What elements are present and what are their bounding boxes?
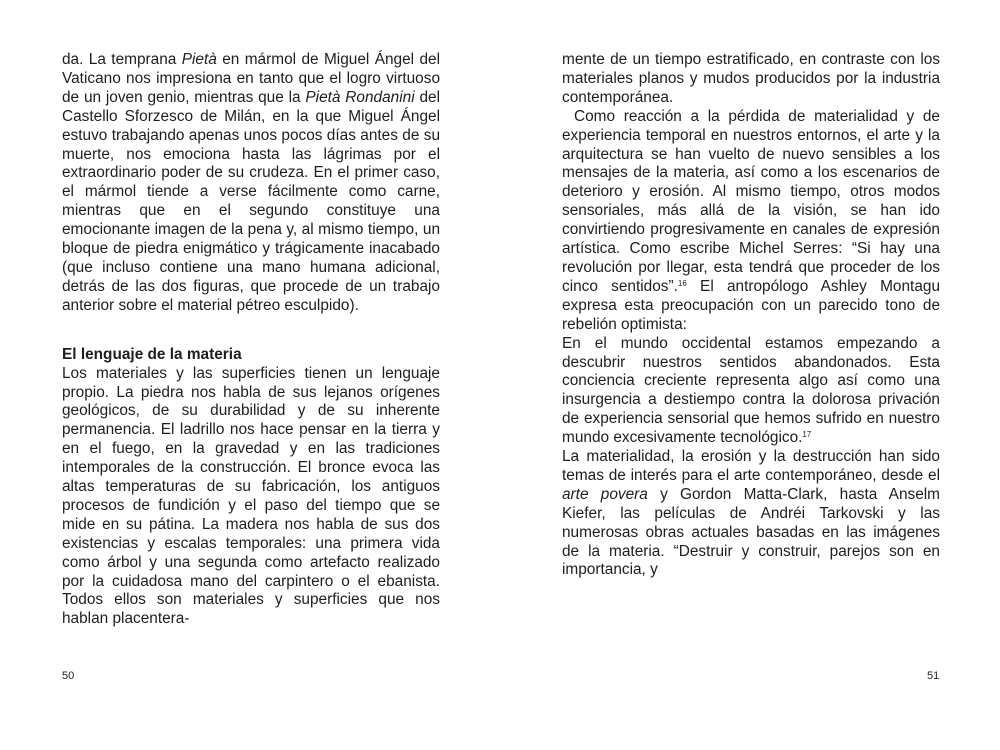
page-number: 50 [62,670,75,682]
text-run: La materialidad, la erosión y la destrucción han sido temas de interés para el arte contemporáneo, desde el [562,448,940,484]
paragraph [562,448,940,580]
paragraph [62,51,440,316]
block-quote [562,335,940,448]
italic-text: Pietà [181,51,217,68]
footnote-ref: 17 [802,430,812,440]
page-number: 51 [927,670,940,682]
left-text-column [62,51,440,629]
paragraph [562,108,940,335]
right-page [500,0,1000,750]
text-run: En el mundo occidental estamos empezando a descubrir nuestros sentidos abandonados. Esta conciencia creciente representa algo así como una insurgencia a destiempo contra la dolorosa privación de experiencia sensorial que hemos sufrido en nuestro mundo excesivamente tecnológico. [562,334,940,447]
text-run: en mármol de Miguel Ángel del Vaticano nos impresiona en tanto que el logro virtuoso de un joven genio, mientras que la [62,51,440,106]
text-run: y Gordon Matta-Clark, hasta Anselm Kiefer, las películas de Andréi Tarkovski y las numerosas obras actuales basadas en las imágenes de la materia. “Destruir y construir, parejos son en importancia, y [562,485,940,579]
right-text-column [562,51,940,580]
text-run: del Castello Sforzesco de Milán, en la que Miguel Ángel estuvo trabajando apenas unos pocos días antes de su muerte, nos emociona hasta las lágrimas por el extraordinario poder de su crudeza. En el primer caso, el mármol tiende a verse fácilmente como carne, mientras que en el segundo constituye una emocionante imagen de la pena y, al mismo tiempo, un bloque de piedra enigmático y trágicamente inacabado (que incluso contiene una mano humana adicional, detrás de las dos figuras, que procede de un trabajo anterior sobre el material pétreo esculpido). [62,88,440,314]
text-run: mente de un tiempo estratificado, en contraste con los materiales planos y mudos producidos por la industria contemporánea. [562,51,940,106]
paragraph [562,51,940,108]
section-heading: El lenguaje de la materia [62,345,242,363]
text-run: Como reacción a la pérdida de materialidad y de experiencia temporal en nuestros entornos, el arte y la arquitectura se han vuelto de nuevo sensibles a los mensajes de la materia, así como a los escenarios de deterioro y erosión. Al mismo tiempo, otros modos sensoriales, más allá de la visión, se han ido convirtiendo progresivamente en canales de expresión artística. Como escribe Michel Serres: “Si hay una revolución por llegar, esta tendrá que proceder de los cinco sentidos”. [562,107,940,295]
footnote-ref: 16 [677,278,687,288]
text-run: da. La temprana [62,51,182,68]
italic-text: arte povera [562,485,648,503]
paragraph [62,365,440,630]
text-run: El antropólogo Ashley Montagu expresa esta preocupación con un parecido tono de rebelión optimista: [562,277,940,333]
italic-text: Pietà Rondanini [305,88,415,106]
text-run: Los materiales y las superficies tienen un lenguaje propio. La piedra nos habla de sus lejanos orígenes geológicos, de su durabilidad y de su inherente permanencia. El ladrillo nos hace pensar en la tierra y en el fuego, en la gravedad y en las tradiciones intemporales de la construcción. El bronce evoca las altas temperaturas de su fabricación, los antiguos procesos de fundición y el paso del tiempo que se mide en su pátina. La madera nos habla de sus dos existencias y escalas temporales: una primera vida como árbol y una segunda como artefacto realizado por la cuidadosa mano del carpintero o el ebanista. Todos ellos son materiales y superficies que nos hablan placentera- [62,364,440,628]
